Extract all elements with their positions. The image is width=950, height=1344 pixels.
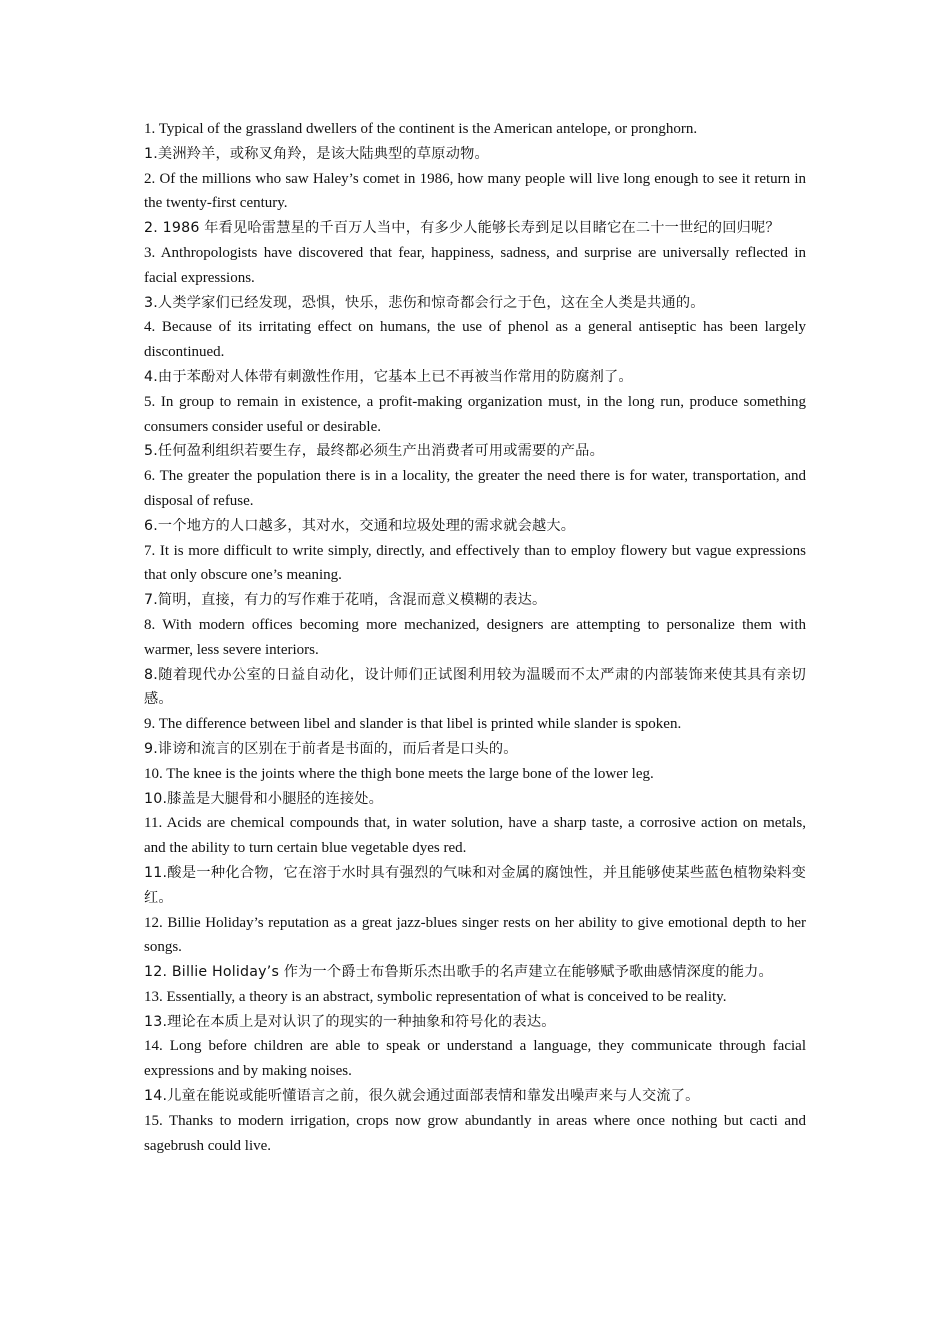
- english-sentence-3: 3. Anthropologists have discovered that fear, happiness, sadness, and surprise are universally reflected in facial expressions.: [144, 244, 806, 286]
- chinese-translation-10: 10.膝盖是大腿骨和小腿胫的连接处。: [144, 790, 383, 807]
- chinese-translation-11: 11.酸是一种化合物，它在溶于水时具有强烈的气味和对金属的腐蚀性，并且能够使某些蓝色植物染料变红。: [144, 864, 806, 906]
- english-sentence-11: 11. Acids are chemical compounds that, in water solution, have a sharp taste, a corrosive action on metals, and the ability to turn certain blue vegetable dyes red.: [144, 815, 806, 857]
- chinese-translation-5: 5.任何盈利组织若要生存，最终都必须生产出消费者可用或需要的产品。: [144, 443, 604, 460]
- english-sentence-2: 2. Of the millions who saw Haley’s comet in 1986, how many people will live long enough to see it return in the twenty-first century.: [144, 170, 806, 212]
- chinese-translation-2: 2. 1986 年看见哈雷慧星的千百万人当中，有多少人能够长寿到足以目睹它在二十一世纪的回归呢？: [144, 220, 780, 237]
- chinese-translation-13: 13.理论在本质上是对认识了的现实的一种抽象和符号化的表达。: [144, 1013, 556, 1030]
- document-page: [144, 117, 806, 1158]
- english-sentence-4: 4. Because of its irritating effect on humans, the use of phenol as a general antiseptic has been largely discontinued.: [144, 319, 806, 361]
- chinese-translation-4: 4.由于苯酚对人体带有刺激性作用，它基本上已不再被当作常用的防腐剂了。: [144, 368, 633, 385]
- chinese-translation-9: 9.诽谤和流言的区别在于前者是书面的，而后者是口头的。: [144, 740, 518, 757]
- english-sentence-5: 5. In group to remain in existence, a profit-making organization must, in the long run, produce something consumers consider useful or desirable.: [144, 393, 806, 435]
- chinese-translation-12: 12. Billie Holiday’s 作为一个爵士布鲁斯乐杰出歌手的名声建立在能够赋予歌曲感情深度的能力。: [144, 964, 773, 981]
- english-sentence-12: 12. Billie Holiday’s reputation as a great jazz-blues singer rests on her ability to give emotional depth to her songs.: [144, 914, 806, 956]
- chinese-translation-7: 7.简明，直接，有力的写作难于花哨，含混而意义模糊的表达。: [144, 592, 547, 609]
- english-sentence-10: 10. The knee is the joints where the thigh bone meets the large bone of the lower leg.: [144, 765, 654, 782]
- english-sentence-8: 8. With modern offices becoming more mechanized, designers are attempting to personalize them with warmer, less severe interiors.: [144, 616, 806, 658]
- english-sentence-9: 9. The difference between libel and slander is that libel is printed while slander is spoken.: [144, 716, 682, 733]
- chinese-translation-3: 3.人类学家们已经发现，恐惧，快乐，悲伤和惊奇都会行之于色，这在全人类是共通的。: [144, 294, 705, 311]
- chinese-translation-8: 8.随着现代办公室的日益自动化，设计师们正试图利用较为温暖而不太严肃的内部装饰来使其具有亲切感。: [144, 666, 806, 708]
- chinese-translation-14: 14.儿童在能说或能听懂语言之前，很久就会通过面部表情和靠发出噪声来与人交流了。: [144, 1088, 700, 1105]
- english-sentence-7: 7. It is more difficult to write simply, directly, and effectively than to employ flowery but vague expressions that only obscure one’s meaning.: [144, 542, 806, 584]
- english-sentence-15: 15. Thanks to modern irrigation, crops now grow abundantly in areas where once nothing but cacti and sagebrush could live.: [144, 1112, 806, 1154]
- chinese-translation-1: 1.美洲羚羊，或称叉角羚，是该大陆典型的草原动物。: [144, 145, 489, 162]
- english-sentence-1: 1. Typical of the grassland dwellers of the continent is the American antelope, or pronghorn.: [144, 121, 698, 137]
- english-sentence-6: 6. The greater the population there is in a locality, the greater the need there is for water, transportation, and disposal of refuse.: [144, 468, 806, 509]
- english-sentence-14: 14. Long before children are able to speak or understand a language, they communicate through facial expressions and by making noises.: [144, 1038, 806, 1080]
- chinese-translation-6: 6.一个地方的人口越多，其对水，交通和垃圾处理的需求就会越大。: [144, 517, 576, 534]
- english-sentence-13: 13. Essentially, a theory is an abstract, symbolic representation of what is conceived to be reality.: [144, 988, 727, 1005]
